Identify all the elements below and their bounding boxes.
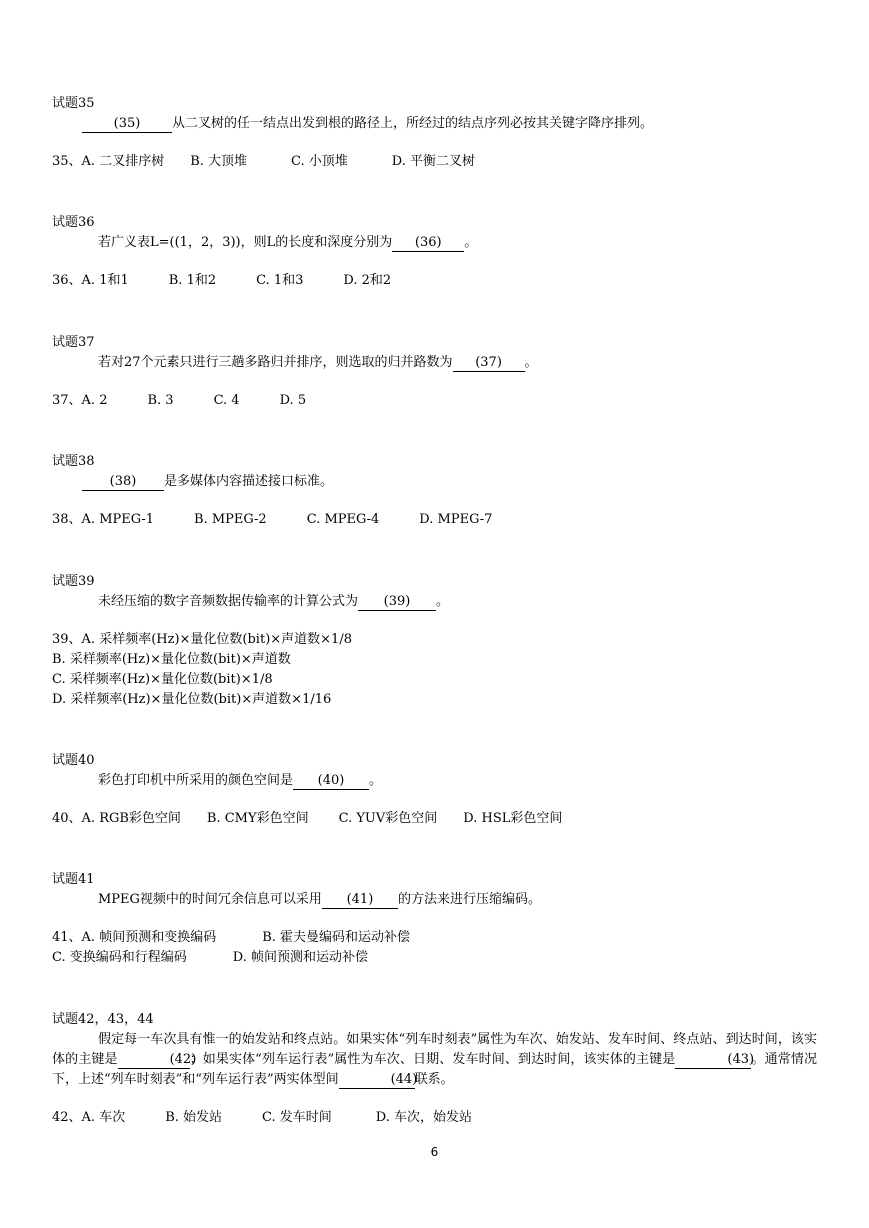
option-c: C. 小顶堆	[291, 154, 348, 169]
question-stem	[98, 592, 822, 612]
question-40	[52, 751, 822, 829]
question-35	[52, 94, 822, 172]
option-b: B. CMY彩色空间	[206, 811, 309, 826]
option-b: B. 1和2	[168, 273, 217, 288]
options	[52, 271, 822, 291]
question-42-44	[52, 1010, 817, 1128]
option-d: D. 采样频率(Hz)×量化位数(bit)×声道数×1/16	[52, 692, 332, 707]
stem-text: 从二叉树的任一结点出发到根的路径上，所经过的结点序列必按其关键字降序排列。	[172, 116, 654, 131]
option-c: C. 发车时间	[262, 1110, 332, 1125]
stem-end: 。	[464, 235, 478, 250]
option-b: B. 霍夫曼编码和运动补偿	[262, 930, 411, 945]
question-41	[52, 870, 822, 968]
answer-blank-44: (44)	[339, 1072, 415, 1089]
stem-text: 彩色打印机中所采用的颜色空间是	[98, 773, 294, 788]
option-d: D. HSL彩色空间	[463, 811, 563, 826]
options	[52, 152, 822, 172]
stem-end: 。	[369, 773, 383, 788]
answer-blank: (39)	[358, 594, 436, 611]
stem-end: 。	[524, 355, 538, 370]
option-c: C. 4	[213, 393, 240, 408]
question-title: 试题38	[52, 454, 95, 469]
question-38	[52, 452, 822, 530]
option-d: D. 2和2	[343, 273, 392, 288]
stem-end: 。	[436, 594, 450, 609]
question-stem	[82, 114, 822, 134]
option-b: B. 始发站	[165, 1110, 223, 1125]
answer-blank: (35)	[82, 116, 172, 133]
option-a: 42、A. 车次	[52, 1110, 126, 1125]
stem-part-2: ；如果实体“列车运行表”属性为车次、日期、发车时间、到达时间，该实体的主键是	[189, 1052, 676, 1067]
question-title: 试题37	[52, 335, 95, 350]
stem-part-1: 假定每一车次具有惟一的始发站和终点站。如果实体“列车时刻表”属性为车次、始发站、发车时间、终点站、到达时间，该实体的主键是	[52, 1032, 817, 1067]
options-row-1	[52, 928, 822, 948]
option-c: C. 变换编码和行程编码	[52, 950, 187, 965]
option-c: C. MPEG-4	[306, 512, 380, 527]
option-a: 41、A. 帧间预测和变换编码	[52, 930, 217, 945]
option-a: 40、A. RGB彩色空间	[52, 811, 181, 826]
question-title: 试题39	[52, 574, 95, 589]
page-number: 6	[430, 1145, 439, 1159]
answer-blank: (40)	[293, 773, 369, 790]
option-d: D. 5	[279, 393, 307, 408]
answer-blank: (37)	[453, 355, 525, 372]
stem-text: MPEG视频中的时间冗余信息可以采用	[98, 892, 322, 907]
question-39	[52, 572, 822, 710]
stem-part-4: 联系。	[414, 1072, 454, 1087]
option-c: C. YUV彩色空间	[338, 811, 438, 826]
question-title: 试题35	[52, 96, 95, 111]
stem-text: 是多媒体内容描述接口标准。	[164, 474, 334, 489]
option-d: D. 平衡二叉树	[391, 154, 476, 169]
option-b: B. MPEG-2	[194, 512, 267, 527]
question-stem	[98, 771, 822, 791]
answer-blank-42: (42)	[118, 1052, 190, 1069]
options	[52, 510, 822, 530]
option-a: 36、A. 1和1	[52, 273, 129, 288]
option-c: C. 采样频率(Hz)×量化位数(bit)×1/8	[52, 672, 273, 687]
answer-blank-43: (43)	[675, 1052, 751, 1069]
option-d: D. 帧间预测和运动补偿	[232, 950, 368, 965]
option-c: C. 1和3	[256, 273, 304, 288]
question-stem	[98, 233, 822, 253]
option-b: B. 大顶堆	[190, 154, 248, 169]
answer-blank: (41)	[322, 892, 398, 909]
question-stem	[98, 890, 822, 910]
option-a: 35、A. 二叉排序树	[52, 154, 165, 169]
stem-part-3: 。通常情况下，上述“列车时刻表”和“列车运行表”两实体型间	[52, 1052, 817, 1087]
stem-end: 的方法来进行压缩编码。	[397, 892, 541, 907]
question-stem	[52, 1030, 817, 1090]
answer-blank: (38)	[82, 474, 164, 491]
options	[52, 630, 822, 710]
option-d: D. 车次，始发站	[375, 1110, 473, 1125]
options	[52, 1108, 817, 1128]
question-title: 试题40	[52, 753, 95, 768]
stem-text: 未经压缩的数字音频数据传输率的计算公式为	[98, 594, 359, 609]
question-stem	[98, 353, 822, 373]
answer-blank: (36)	[392, 235, 464, 252]
options	[52, 391, 822, 411]
question-37	[52, 333, 822, 411]
question-stem	[82, 472, 822, 492]
question-36	[52, 213, 822, 291]
stem-text: 若广义表L=((1，2，3))，则L的长度和深度分别为	[98, 235, 393, 250]
options	[52, 809, 822, 829]
options-row-2	[52, 948, 822, 968]
option-a: 37、A. 2	[52, 393, 108, 408]
option-b: B. 采样频率(Hz)×量化位数(bit)×声道数	[52, 652, 291, 667]
question-title: 试题41	[52, 872, 95, 887]
option-d: D. MPEG-7	[419, 512, 493, 527]
options	[52, 928, 822, 968]
option-b: B. 3	[147, 393, 174, 408]
option-a: 39、A. 采样频率(Hz)×量化位数(bit)×声道数×1/8	[52, 632, 352, 647]
question-title: 试题36	[52, 215, 95, 230]
question-title: 试题42，43，44	[52, 1012, 154, 1027]
stem-text: 若对27个元素只进行三趟多路归并排序，则选取的归并路数为	[98, 355, 453, 370]
option-a: 38、A. MPEG-1	[52, 512, 155, 527]
